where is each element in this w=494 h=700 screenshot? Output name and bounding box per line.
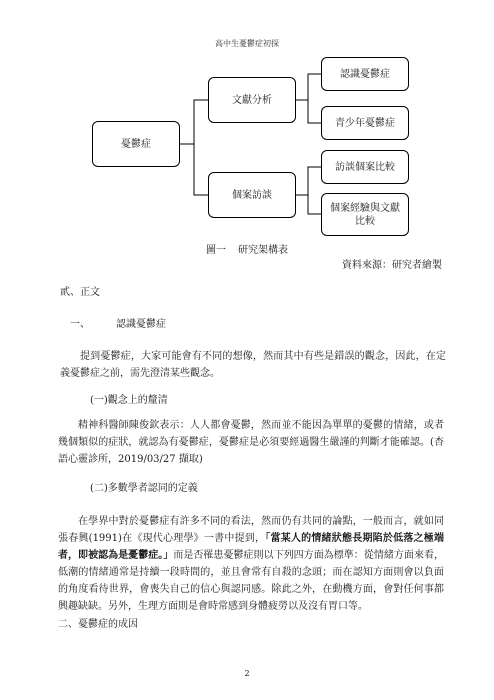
subsection-heading-1 xyxy=(70,316,456,333)
subsection-number: 一、 xyxy=(70,319,90,330)
figure-source: 資料來源：研究者繪製 xyxy=(342,260,442,271)
paragraph-text: 而是否罹患憂鬱症則以下列四方面為標準：從情緒方面來看，低潮的情緒通常是持續一段時間的，並且會常有自殺的念頭；而在認知方面則會以負面的角度看待世界，會喪失自己的信心與認同感。除此之外，在動機方面，會對任何事都興趣缺缺。另外，生理方面則是會時常感到身體疲勞以及沒有胃口等。 xyxy=(58,550,445,612)
subsection-title: 認識憂鬱症 xyxy=(116,319,166,330)
figure-number: 圖一 xyxy=(206,245,226,256)
definition-quote: 「當某人的情緒狀態長期陷於低落之極端者，即被認為是憂鬱症。」 xyxy=(58,533,444,561)
point-paragraph-2 xyxy=(58,513,444,615)
diagram-node-literature-analysis xyxy=(208,77,296,123)
intro-paragraph: 提到憂鬱症，大家可能會有不同的想像，然而其中有些是錯誤的觀念，因此，在定義憂鬱症之前，需先澄清某些觀念。 xyxy=(60,351,446,379)
diagram-node-depression xyxy=(92,121,180,167)
diagram-node-label: 文獻分析 xyxy=(232,94,272,106)
section-heading: 貳、正文 xyxy=(60,287,100,298)
page-number: 2 xyxy=(244,669,250,678)
running-header: 高中生憂鬱症初探 xyxy=(215,39,279,48)
point-heading-1: (一)觀念上的釐清 xyxy=(90,395,168,406)
point-heading-2: (二)多數學者認同的定義 xyxy=(90,483,198,494)
diagram-node-youth-depression xyxy=(321,106,409,140)
paragraph-text: 在學界中對於憂鬱症有許多不同的看法，然而仍有共同的論點，一般而言，就如同張春興(1991)在《現代心理學》一書中提到， xyxy=(58,516,444,544)
diagram-node-case-interview xyxy=(208,172,296,218)
diagram-node-label: 訪談個案比較 xyxy=(335,161,395,173)
diagram-node-label: 憂鬱症 xyxy=(121,138,151,150)
diagram-node-label: 個案訪談 xyxy=(232,189,272,201)
diagram-node-experience-vs-literature xyxy=(321,193,409,236)
point-paragraph-1: 精神科醫師陳俊欽表示：人人都會憂鬱，然而並不能因為單單的憂鬱的情緒，或者幾個類似的症狀，就認為有憂鬱症，憂鬱症是必須要經過醫生嚴謹的判斷才能確認。(杏語心靈診所，2019/03/27 擷取) xyxy=(58,420,444,465)
figure-title: 研究架構表 xyxy=(238,245,288,256)
diagram-node-label: 認識憂鬱症 xyxy=(340,68,390,80)
diagram-node-understanding-depression xyxy=(321,57,409,91)
diagram-node-label: 個案經驗與文獻比較 xyxy=(330,202,400,227)
subsection-heading-2: 二、憂鬱症的成因 xyxy=(58,619,138,630)
figure-caption xyxy=(0,241,494,256)
diagram-node-case-comparison xyxy=(321,150,409,184)
diagram-node-label: 青少年憂鬱症 xyxy=(335,117,395,129)
